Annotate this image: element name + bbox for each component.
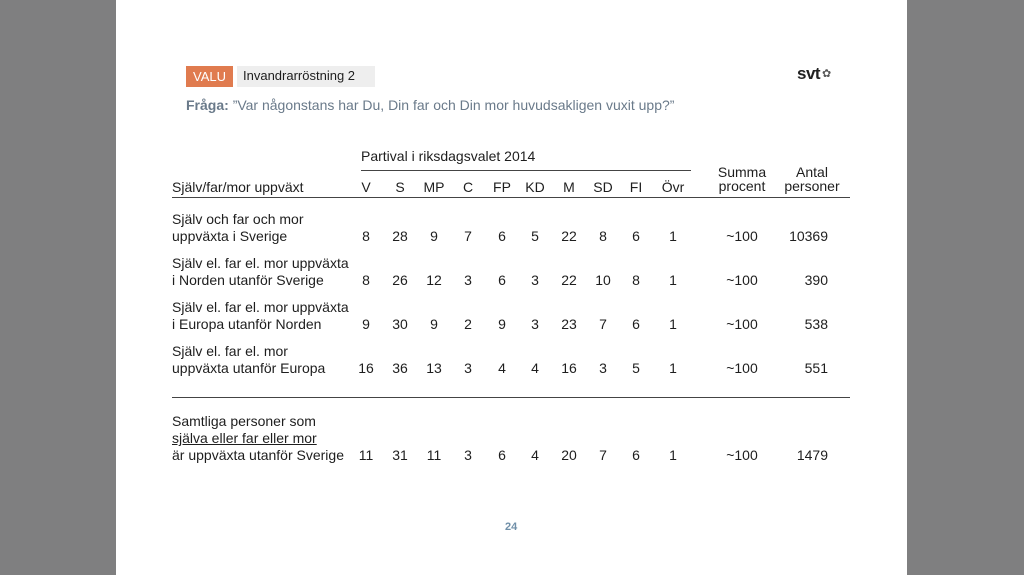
cell-value: 11	[426, 447, 442, 463]
cell-value: 4	[531, 447, 539, 463]
cell-value: 12	[426, 272, 442, 288]
cell-value: 36	[392, 360, 408, 376]
cell-value: 5	[531, 228, 539, 244]
summa-cell: ~100	[726, 228, 758, 244]
summa-cell: ~100	[726, 316, 758, 332]
cell-value: 4	[498, 360, 506, 376]
col-header-fi: FI	[629, 179, 643, 195]
cell-value: 9	[430, 228, 438, 244]
antal-cell: 1479	[796, 447, 828, 463]
cell-value: 28	[392, 228, 408, 244]
row-label-line: Samtliga personer som	[172, 413, 316, 429]
col-header-c: C	[462, 179, 474, 195]
cell-value: 26	[392, 272, 408, 288]
summa-header	[715, 165, 769, 193]
row-label	[172, 413, 344, 464]
cell-value: 16	[358, 360, 374, 376]
cell-value: 9	[498, 316, 506, 332]
col-header-sd: SD	[593, 179, 613, 195]
cell-value: 8	[362, 228, 370, 244]
cell-value: 1	[669, 316, 677, 332]
cell-value: 3	[464, 447, 472, 463]
cell-value: 3	[531, 272, 539, 288]
col-header-fp: FP	[493, 179, 511, 195]
cell-value: 5	[632, 360, 640, 376]
col-header-övr: Övr	[661, 179, 685, 195]
slide-page	[116, 0, 907, 575]
antal-cell: 10369	[789, 228, 828, 244]
row-label	[172, 255, 349, 289]
cell-value: 20	[561, 447, 577, 463]
row-label-line: uppväxta i Sverige	[172, 228, 288, 244]
results-table	[116, 0, 907, 575]
cell-value: 10	[595, 272, 611, 288]
cell-value: 31	[392, 447, 408, 463]
summa-header-line1: Summa	[717, 164, 767, 180]
cell-value: 22	[561, 272, 577, 288]
antal-cell: 390	[804, 272, 828, 288]
antal-header-line2: personer	[784, 178, 840, 194]
col-header-s: S	[395, 179, 405, 195]
cell-value: 7	[464, 228, 472, 244]
cell-value: 6	[632, 316, 640, 332]
total-divider	[172, 397, 850, 398]
cell-value: 9	[430, 316, 438, 332]
cell-value: 6	[498, 447, 506, 463]
cell-value: 16	[561, 360, 577, 376]
cell-value: 4	[531, 360, 539, 376]
cell-value: 11	[358, 447, 374, 463]
svt-logo: svt	[797, 64, 821, 83]
summa-cell: ~100	[726, 272, 758, 288]
header-divider	[172, 197, 850, 198]
cell-value: 6	[632, 447, 640, 463]
col-header-m: M	[563, 179, 575, 195]
antal-header-line1: Antal	[796, 164, 828, 180]
cell-value: 6	[632, 228, 640, 244]
cell-value: 1	[669, 447, 677, 463]
cell-value: 3	[599, 360, 607, 376]
cell-value: 7	[599, 447, 607, 463]
cell-value: 7	[599, 316, 607, 332]
cell-value: 3	[464, 272, 472, 288]
col-header-kd: KD	[525, 179, 545, 195]
summa-header-line2: procent	[718, 178, 766, 194]
group-divider	[361, 170, 691, 171]
cell-value: 6	[498, 228, 506, 244]
summa-cell: ~100	[726, 447, 758, 463]
question-label: Fråga:	[186, 97, 229, 113]
cell-value: 6	[498, 272, 506, 288]
cell-value: 8	[362, 272, 370, 288]
row-header: Själv/far/mor uppväxt	[172, 179, 304, 195]
cell-value: 13	[426, 360, 442, 376]
cell-value: 1	[669, 272, 677, 288]
row-label	[172, 299, 349, 333]
row-label-line: Själv el. far el. mor	[172, 343, 288, 359]
cell-value: 22	[561, 228, 577, 244]
flower-icon: ✿	[822, 68, 832, 80]
cell-value: 3	[531, 316, 539, 332]
cell-value: 2	[464, 316, 472, 332]
cell-value: 1	[669, 228, 677, 244]
row-label	[172, 211, 304, 245]
row-label-line: Själv el. far el. mor uppväxta	[172, 255, 349, 271]
cell-value: 9	[362, 316, 370, 332]
antal-header	[782, 165, 842, 193]
row-label-line: Själv el. far el. mor uppväxta	[172, 299, 349, 315]
group-header: Partival i riksdagsvalet 2014	[361, 148, 536, 164]
antal-cell: 538	[804, 316, 828, 332]
row-label	[172, 343, 325, 377]
row-label-line: är uppväxta utanför Sverige	[172, 447, 344, 463]
cell-value: 23	[561, 316, 577, 332]
cell-value: 3	[464, 360, 472, 376]
page-number: 24	[505, 521, 518, 533]
cell-value: 1	[669, 360, 677, 376]
col-header-v: V	[361, 179, 371, 195]
col-header-mp: MP	[423, 179, 445, 195]
row-label-line: i Europa utanför Norden	[172, 316, 322, 332]
row-label-line: Själv och far och mor	[172, 211, 304, 227]
summa-cell: ~100	[726, 360, 758, 376]
valu-badge: VALU	[186, 66, 233, 87]
row-label-line: uppväxta utanför Europa	[172, 360, 326, 376]
cell-value: 8	[599, 228, 607, 244]
cell-value: 8	[632, 272, 640, 288]
antal-cell: 551	[804, 360, 828, 376]
question-text: ”Var någonstans har Du, Din far och Din mor huvudsakligen vuxit upp?”	[232, 97, 675, 113]
row-label-line: själva eller far eller mor	[172, 430, 317, 446]
slide-title: Invandrarröstning 2	[237, 66, 375, 87]
cell-value: 30	[392, 316, 408, 332]
row-label-line: i Norden utanför Sverige	[172, 272, 324, 288]
